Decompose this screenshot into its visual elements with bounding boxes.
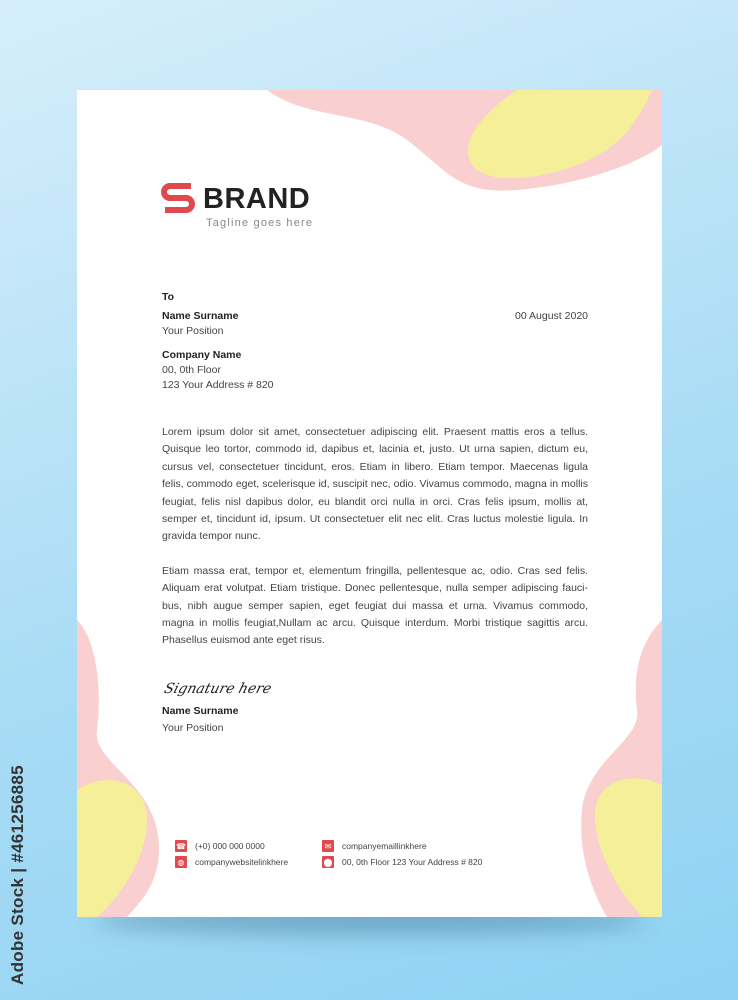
company-address: 123 Your Address # 820 [162, 379, 274, 391]
body-paragraph-2: Etiam massa erat, tempor et, elementum fringilla, pellentesque ac, odio. Cras sed felis. Aliquam erat volutpat. Etiam tristique. Donec pellentesque, nulla semper adipiscing fauci-bus, nibh augue semper sapien, eget feugiat dui massa et urna. Vivamus commodo, magna in mollis feugiat,Nullam ac arcu. Quisque interdum. Morbi tristique sagittis arcu. Phasellus euismod ante eget risus. [162, 564, 588, 647]
signer-block [162, 704, 588, 736]
brand-name: BRAND [203, 183, 311, 215]
mail-icon: ✉ [322, 840, 334, 852]
letterhead-page [77, 90, 662, 917]
brand-tagline: Tagline goes here [206, 217, 314, 229]
stock-watermark: Adobe Stock | #461256885 [8, 765, 27, 985]
brand-logo [161, 182, 310, 216]
footer-email: ✉ companyemaillinkhere [322, 840, 427, 852]
to-label: To [162, 291, 175, 303]
footer-phone: ☎ (+0) 000 000 0000 [176, 841, 265, 851]
globe-icon: ◍ [175, 856, 187, 868]
letter-body [162, 424, 588, 736]
location-pin-icon: ⬤ [323, 857, 333, 867]
company-floor: 00, 0th Floor [162, 364, 221, 376]
signer-name: Name Surname [162, 704, 239, 717]
footer-address: ⬤ 00, 0th Floor 123 Your Address # 820 [323, 857, 483, 867]
letter-date: 00 August 2020 [515, 310, 588, 322]
recipient-name: Name Surname [162, 310, 239, 322]
logo-s-icon [161, 182, 195, 216]
phone-icon: ☎ [176, 841, 186, 851]
signature: Signature here [162, 680, 274, 697]
footer-website: ◍ companywebsitelinkhere [175, 856, 288, 868]
recipient-position: Your Position [162, 325, 224, 337]
body-paragraph-1: Lorem ipsum dolor sit amet, consectetuer adipiscing elit. Praesent mattis eros a tellus. Quisque leo tortor, commodo id, dapibus et, lacinia et, justo. Ut urna sapien, dictum eu, cursus vel, consectetuer tincidunt, eros. Etiam in libero. Etiam tempor. Maecenas ligula felis, commodo eget, scelerisque id, suscipit nec, odio. Vivamus commodo, magna in mollis feugiat, felis nisl dapibus dolor, eu blandit orci nulla in orci. Cras felis ipsum, mollis at, semper et, tincidunt id, ipsum. Ut consectetuer elit nec elit. Cras luctus molestie ligula. In gravida tempor nunc. [162, 426, 588, 543]
company-name: Company Name [162, 349, 242, 361]
signer-position: Your Position [162, 721, 224, 734]
